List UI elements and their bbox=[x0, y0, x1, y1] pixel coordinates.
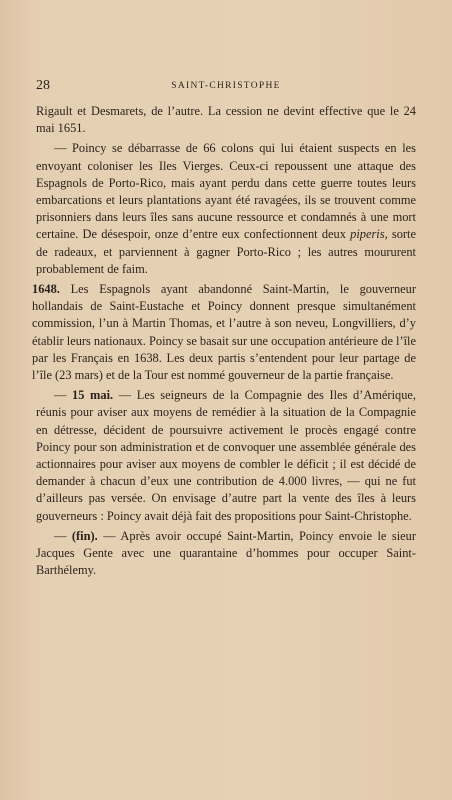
paragraph-1648 bbox=[32, 281, 416, 384]
page-number: 28 bbox=[36, 78, 50, 93]
paragraph-15-mai bbox=[36, 387, 416, 525]
page-header bbox=[36, 78, 416, 94]
date-heading: (fin). bbox=[71, 528, 98, 543]
paragraph-iles-vierges bbox=[36, 140, 416, 278]
paragraph-continuation bbox=[36, 103, 416, 137]
paragraph-text: — Poincy se débarrasse de 66 colons qui lui étaient suspects en les envoyant coloniser les Iles Vierges. Ceux-ci repoussent une attaque des Espagnols de Porto-Rico, mais ayant perdu dans cette guerre toutes leurs embarcations et leurs plantations ayant été ravagées, ils se trouvent comme prisonniers dans leurs îles sans aucune ressource et condamnés à une mort certaine. De désespoir, onze d’entre eux confectionnent deux bbox=[36, 141, 416, 242]
paragraph-text: Les Espagnols ayant abandonné Saint-Martin, le gouverneur hollandais de Saint-Eustache et Poincy donnent presque simultanément commission, l’un à Martin Thomas, et l’autre à son neveu, Longvilliers, d’y établir leurs nationaux. Poincy se basait sur une occupation antérieure de l’île par les Français en 1638. Les deux partis s’entendent pour leur partage de l’île (23 mars) et de la Tour est nommé gouverneur de la partie française. bbox=[32, 282, 416, 383]
paragraph-text: Rigault et Desmarets, de l’autre. La cession ne devint effective que le 24 mai 1651. bbox=[36, 104, 416, 136]
paragraph-prefix: — bbox=[54, 528, 72, 543]
paragraph-prefix: — bbox=[54, 388, 73, 403]
running-title: SAINT-CHRISTOPHE bbox=[171, 81, 281, 91]
paragraph-text: — Après avoir occupé Saint-Martin, Poincy envoie le sieur Jacques Gente avec une quarantaine d’hommes pour occuper Saint-Barthélemy. bbox=[36, 528, 416, 578]
body-text bbox=[32, 103, 417, 582]
paragraph-text: — Les seigneurs de la Compagnie des Iles d’Amérique, réunis pour aviser aux moyens de remédier à la situation de la Compagnie en détresse, décident de poursuivre activement le procès engagé contre Poincy pour son administration et de convoquer une assemblée générale des actionnaires pour aviser aux moyens de combler le déficit ; il est décidé de demander à chacun d’eux une contribution de 4.000 livres, — qui ne fut d’ailleurs pas versée. On envisage d’autre part la vente des îles à leurs gouverneurs : Poincy avait déjà fait des propositions pour Saint-Christophe. bbox=[36, 388, 416, 523]
year-heading: 1648. bbox=[32, 282, 60, 297]
paragraph-text-after: , sorte de radeaux, et parviennent à gagner Porto-Rico ; les autres moururent probablement de faim. bbox=[36, 227, 417, 276]
paragraph-fin bbox=[36, 528, 416, 580]
italic-term: piperis bbox=[350, 227, 385, 242]
date-heading: 15 mai. bbox=[72, 388, 114, 403]
